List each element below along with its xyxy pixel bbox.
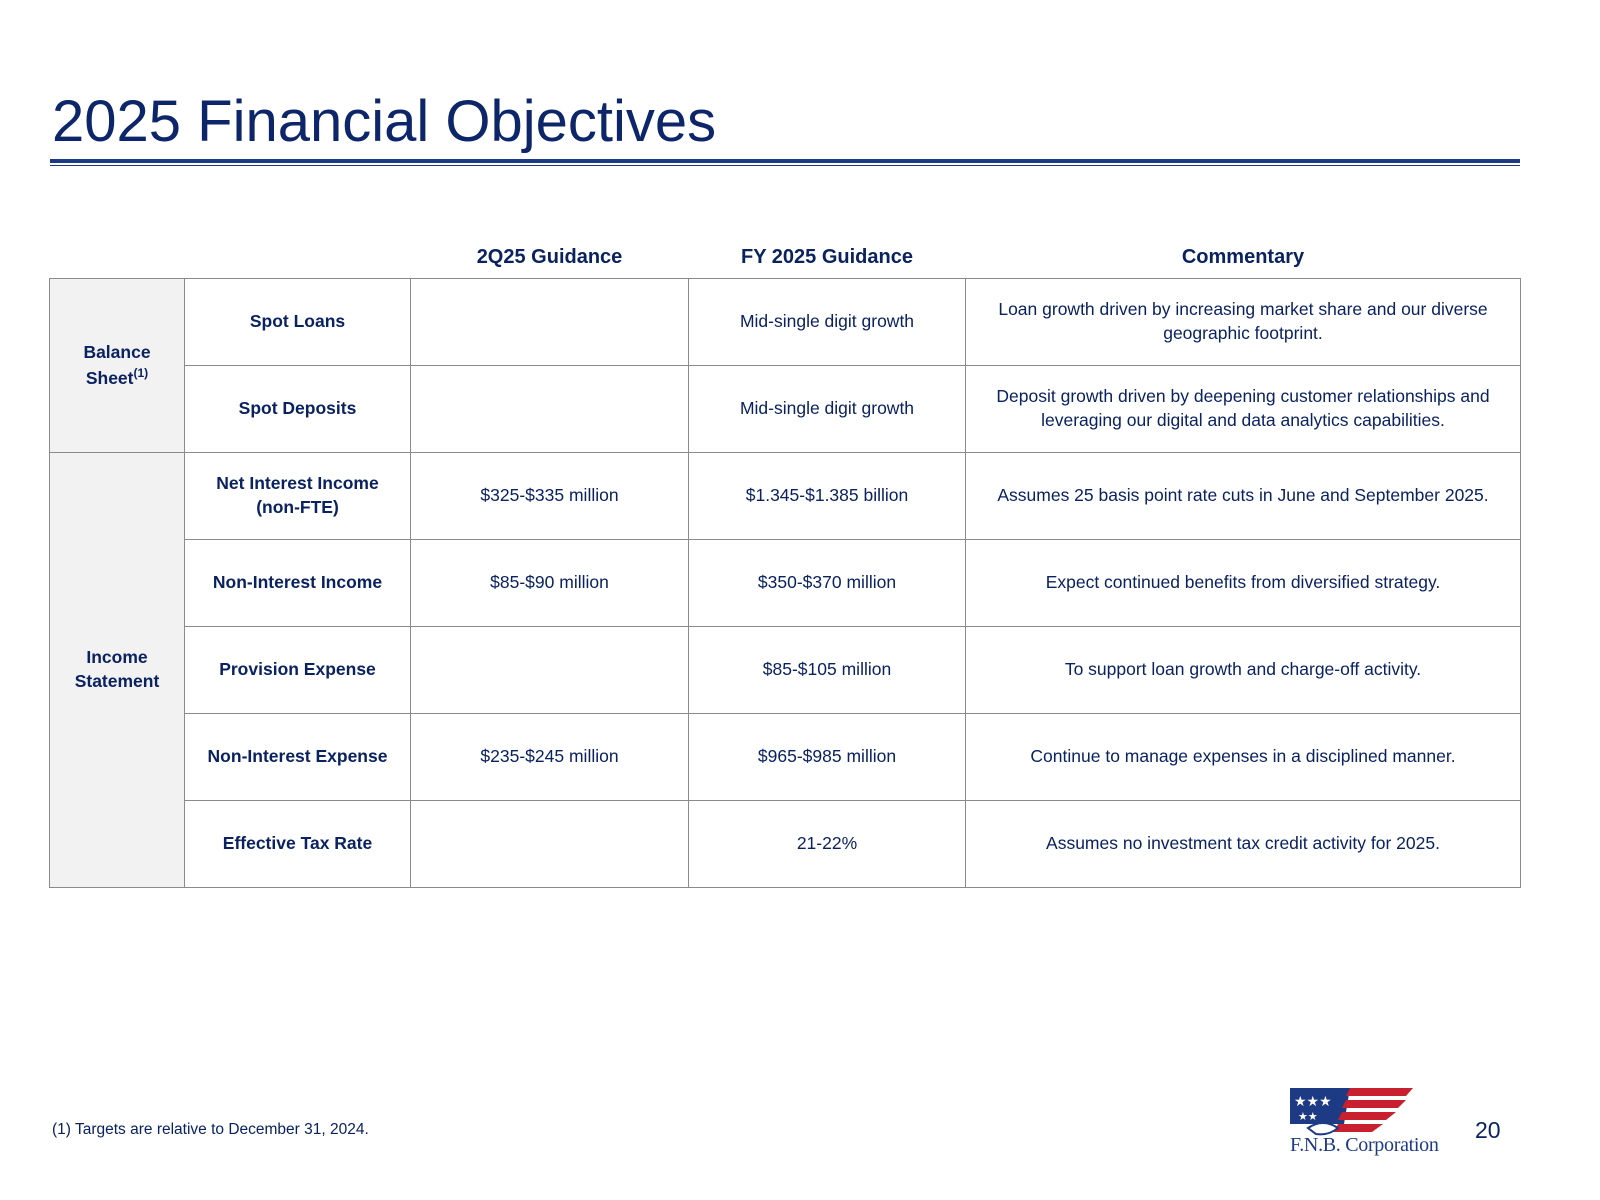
cell-commentary: Deposit growth driven by deepening customer relationships and leveraging our digital and data analytics capabilities. — [966, 366, 1521, 453]
svg-text:★★: ★★ — [1298, 1110, 1318, 1123]
cell-commentary: Continue to manage expenses in a disciplined manner. — [966, 714, 1521, 801]
cell-fy2025: $1.345-$1.385 billion — [689, 453, 966, 540]
title-rule-thick — [50, 159, 1520, 163]
row-label: Spot Deposits — [185, 366, 411, 453]
row-label: Non-Interest Expense — [185, 714, 411, 801]
table-row — [50, 366, 1521, 453]
cell-fy2025: Mid-single digit growth — [689, 366, 966, 453]
title-rule-thin — [50, 165, 1520, 166]
cell-fy2025: Mid-single digit growth — [689, 279, 966, 366]
cell-commentary: To support loan growth and charge-off activity. — [966, 627, 1521, 714]
cell-2q25: $325-$335 million — [411, 453, 689, 540]
fnb-logo-wordmark: F.N.B. Corporation — [1290, 1134, 1439, 1156]
cell-2q25: $85-$90 million — [411, 540, 689, 627]
table-header-row — [50, 236, 1521, 279]
table-row — [50, 801, 1521, 888]
cell-2q25: $235-$245 million — [411, 714, 689, 801]
cell-fy2025: 21-22% — [689, 801, 966, 888]
row-label: Non-Interest Income — [185, 540, 411, 627]
page-number: 20 — [1475, 1117, 1501, 1143]
cell-2q25 — [411, 801, 689, 888]
row-label: Effective Tax Rate — [185, 801, 411, 888]
cell-commentary: Loan growth driven by increasing market share and our diverse geographic footprint. — [966, 279, 1521, 366]
table-row — [50, 279, 1521, 366]
header-commentary: Commentary — [1181, 245, 1305, 268]
cell-fy2025: $965-$985 million — [689, 714, 966, 801]
header-2q25-guidance: 2Q25 Guidance — [476, 245, 623, 268]
group-income-statement: Income Statement — [50, 453, 185, 888]
objectives-table — [49, 236, 1521, 888]
footnote-marker: (1) — [133, 365, 149, 380]
cell-2q25 — [411, 366, 689, 453]
table-row — [50, 627, 1521, 714]
table-row — [50, 453, 1521, 540]
row-label: Provision Expense — [185, 627, 411, 714]
cell-fy2025: $350-$370 million — [689, 540, 966, 627]
table-row — [50, 540, 1521, 627]
cell-2q25 — [411, 279, 689, 366]
svg-text:★★★: ★★★ — [1294, 1094, 1332, 1110]
cell-commentary: Expect continued benefits from diversified strategy. — [966, 540, 1521, 627]
table-row — [50, 714, 1521, 801]
cell-commentary: Assumes no investment tax credit activity for 2025. — [966, 801, 1521, 888]
cell-commentary: Assumes 25 basis point rate cuts in June and September 2025. — [966, 453, 1521, 540]
page-title: 2025 Financial Objectives — [52, 89, 717, 154]
header-fy2025-guidance: FY 2025 Guidance — [741, 245, 913, 268]
row-label: Spot Loans — [185, 279, 411, 366]
cell-fy2025: $85-$105 million — [689, 627, 966, 714]
row-label: Net Interest Income (non-FTE) — [185, 453, 411, 540]
group-balance-sheet: Balance Sheet$^{(1)}$ — [50, 279, 185, 453]
footnote: (1) Targets are relative to December 31, 2024. — [52, 1121, 369, 1138]
cell-2q25 — [411, 627, 689, 714]
